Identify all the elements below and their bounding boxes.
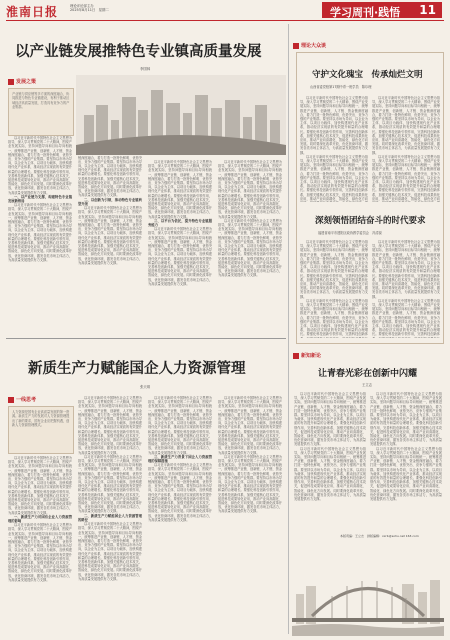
article1-column-2: 链深度融合，着力打造一批特色鲜明、优势突出、竞争力强的产业集群。要坚持以市场为导向，以企业为主体，以项目为载体，加快构建现代化产业体系，推动经济实现质的有效提升和量的合理增长。要强化科技创新引领作用，完善科技创新体系，加强关键核心技术攻关，促进科技成果转化应用，推动产业向高端化、智能化、绿色化方向发展。同时要深化改革开放，优化营商环境，激发各类市场主体活力，为高质量发展提供有力支撑。 二、以创新为引领，推动特色专业镇转型升级 以习近平新时代中国特色社会主义思想为指导，深入学习贯彻党的二十大精神，围绕产业发展实际，坚持问题导向和目标导向相统一，统筹推进产业链、创新链、人才链、资金链深度融合，着力打造一批特色鲜明、优势突出、竞争力强的产业集群。要坚持以市场为导向，以企业为主体，以项目为载体，加快构建现代化产业体系，推动经济实现质的有效提升和量的合理增长。要强化科技创新引领作用，完善科技创新体系，加强关键核心技术攻关，促进科技成果转化应用，推动产业向高端化、智能化、绿色化方向发展。同时要深化改革开放，优化营商环境，激发各类市场主体活力，为高质量发展提供有力支撑。 xyxy=(78,155,142,265)
sidebar-title-2: 深刻领悟团结奋斗的时代要求 xyxy=(315,216,426,226)
article1-column-4: 以习近平新时代中国特色社会主义思想为指导，深入学习贯彻党的二十大精神，围绕产业发展实际，坚持问题导向和目标导向相统一，统筹推进产业链、创新链、人才链、资金链深度融合，着力打造一批特色鲜明、优势突出、竞争力强的产业集群。要坚持以市场为导向，以企业为主体，以项目为载体，加快构建现代化产业体系，推动经济实现质的有效提升和量的合理增长。要强化科技创新引领作用，完善科技创新体系，加强关键核心技术攻关，促进科技成果转化应用，推动产业向高端化、智能化、绿色化方向发展。同时要深化改革开放，优化营商环境，激发各类市场主体活力，为高质量发展提供有力支撑。 以习近平新时代中国特色社会主义思想为指导，深入学习贯彻党的二十大精神，围绕产业发展实际，坚持问题导向和目标导向相统一，统筹推进产业链、创新链、人才链、资金链深度融合，着力打造一批特色鲜明、优势突出、竞争力强的产业集群。要坚持以市场为导向，以企业为主体，以项目为载体，加快构建现代化产业体系，推动经济实现质的有效提升和量的合理增长。要强化科技创新引领作用，完善科技创新体系，加强关键核心技术攻关，促进科技成果转化应用，推动产业向高端化、智能化、绿色化方向发展。同时要深化改革开放，优化营商环境，激发各类市场主体活力，为高质量发展提供有力支撑。 xyxy=(218,160,282,278)
sidebar-column-4: 以习近平新时代中国特色社会主义思想为指导，深入学习贯彻党的二十大精神，围绕产业发展实际，坚持问题导向和目标导向相统一，统筹推进产业链、创新链、人才链、资金链深度融合，着力打造一批特色鲜明、优势突出、竞争力强的产业集群。要坚持以市场为导向，以企业为主体，以项目为载体，加快构建现代化产业体系，推动经济实现质的有效提升和量的合理增长。要强化科技创新引领作用，完善科技创新体系，加强关键核心技术攻关，促进科技成果转化应用，推动产业向高端化、智能化、绿色化方向发展。同时要深化改革开放，优化营商环境，激发各类市场主体活力，为高质量发展提供有力支撑。 以习近平新时代中国特色社会主义思想为指导，深入学习贯彻党的二十大精神，围绕产业发展实际，坚持问题导向和目标导向相统一，统筹推进产业链、创新链、人才链、资金链深度融合，着力打造一批特色鲜明、优势突出、竞争力强的产业集群。要坚持以市场为导向，以企业为主体，以项目为载体，加快构建现代化产业体系，推动经济实现质的有效提升和量的合理增长。要强化科技创新引领作用，完善科技创新体 xyxy=(372,240,440,337)
bridge-illustration xyxy=(292,556,444,636)
sidebar2-column-1: 以习近平新时代中国特色社会主义思想为指导，深入学习贯彻党的二十大精神，围绕产业发展实际，坚持问题导向和目标导向相统一，统筹推进产业链、创新链、人才链、资金链深度融合，着力打造一批特色鲜明、优势突出、竞争力强的产业集群。要坚持以市场为导向，以企业为主体，以项目为载体，加快构建现代化产业体系，推动经济实现质的有效提升和量的合理增长。要强化科技创新引领作用，完善科技创新体系，加强关键核心技术攻关，促进科技成果转化应用，推动产业向高端化、智能化、绿色化方向发展。同时要深化改革开放，优化营商环境，激发各类市场主体活力，为高质量发展提供有力支撑。 以习近平新时代中国特色社会主义思想为指导，深入学习贯彻党的二十大精神，围绕产业发展实际，坚持问题导向和目标导向相统一，统筹推进产业链、创新链、人才链、资金链深度融合，着力打造一批特色鲜明、优势突出、竞争力强的产业集群。要坚持以市场为导向，以企业为主体，以项目为载体，加快构建现代化产业体系，推动经济实现质的有效提升和量的合理增长。要强化科技创新引领作用，完善科技创新体系，加强关键核心技术攻关，促进科技成果转化应用，推动产业向高端化、智能化、绿色化方向发展。同时要深化改革开放，优化营商环境，激发各类市场主体活力，为高质量发展提供有力支撑。 xyxy=(294,392,366,502)
article1-tag xyxy=(8,78,36,85)
sidebar-title: 守护文化瑰宝 传承灿烂文明 xyxy=(312,70,423,80)
article2-title: 新质生产力赋能国企人力资源管理 xyxy=(28,360,246,377)
sidebar-divider xyxy=(288,24,289,634)
section-divider xyxy=(6,338,286,339)
article2-column-2: 以习近平新时代中国特色社会主义思想为指导，深入学习贯彻党的二十大精神，围绕产业发展实际，坚持问题导向和目标导向相统一，统筹推进产业链、创新链、人才链、资金链深度融合，着力打造一批特色鲜明、优势突出、竞争力强的产业集群。要坚持以市场为导向，以企业为主体，以项目为载体，加快构建现代化产业体系，推动经济实现质的有效提升和量的合理增长。要强化科技创新引领作用，完善科技创新体系，加强关键核心技术攻关，促进科技成果转化应用，推动产业向高端化、智能化、绿色化方向发展。同时要深化改革开放，优化营商环境，激发各类市场主体活力，为高质量发展提供有力支撑。 以习近平新时代中国特色社会主义思想为指导，深入学习贯彻党的二十大精神，围绕产业发展实际，坚持问题导向和目标导向相统一，统筹推进产业链、创新链、人才链、资金链深度融合，着力打造一批特色鲜明、优势突出、竞争力强的产业集群。要坚持以市场为导向，以企业为主体，以项目为载体，加快构建现代化产业体系，推动经济实现质的有效提升和量的合理增长。要强化科技创新引领作用，完善科技创新体系，加强关键核心技术攻关，促进科技成果转化应用，推动产业向高端化、智能化、绿色化方向发展。同时要深化改革开放，优化营商环境，激发各类市场主体活力，为高质量发展提供有力支撑。 二、新质生产力赋能国企人力资源管理的路径 以习近平新时代中国特色社会主义思想为指导，深入学习贯彻党的二十大精神，围绕产业发展实际，坚持问题导向和目标导向相统一，统筹推进产业链、创新链、人才链、资金链深度融合，着力打造一批特色鲜明、优势突出、竞争力强的产业集群。要坚持以市场为导向，以企业为主体，以项目为载体，加快构建现代化产业体系，推动经济实现质的有效提升和量的合理增长。要强化科技创新引领作用，完善科技创新体系，加强关键核心技术攻关，促进科技成果转化应用，推动产业向高端化、智能化、绿色化方向发展。同时要深化改革开放，优化营商环境，激发各类市场主体活力，为高质量发展提供有力支撑。 xyxy=(78,396,142,581)
footer-editor: 本版责编：王立志 排版编辑：xxrb@sohu.net 163.com xyxy=(340,534,419,538)
article2-author: 张天琪 xyxy=(140,385,151,389)
section-title: 学习周刊·践悟 xyxy=(330,6,401,19)
sidebar2-title: 让青春光彩在创新中闪耀 xyxy=(318,369,418,379)
city-skyline-illustration xyxy=(76,75,286,155)
sidebar-column-1: 以习近平新时代中国特色社会主义思想为指导，深入学习贯彻党的二十大精神，围绕产业发展实际，坚持问题导向和目标导向相统一，统筹推进产业链、创新链、人才链、资金链深度融合，着力打造一批特色鲜明、优势突出、竞争力强的产业集群。要坚持以市场为导向，以企业为主体，以项目为载体，加快构建现代化产业体系，推动经济实现质的有效提升和量的合理增长。要强化科技创新引领作用，完善科技创新体系，加强关键核心技术攻关，促进科技成果转化应用，推动产业向高端化、智能化、绿色化方向发展。同时要深化改革开放，优化营商环境，激发各类市场主体活力，为高质量发展提供有力支撑。 以习近平新时代中国特色社会主义思想为指导，深入学习贯彻党的二十大精神，围绕产业发展实际，坚持问题导向和目标导向相统一，统筹推进产业链、创新链、人才链、资金链深度融合，着力打造一批特色鲜明、优势突出、竞争力强的产业集群。要坚持以市场为导向，以企业为主体，以项目为载体，加快构建现代化产业体系，推动经济实现质的有效提升和量的合理增长。要强化科技创新引领作用，完善科技创新体系，加强关键核心技术攻关，促进科技成果转化应用，推动产业向高端化、智能化、绿色化方向 xyxy=(300,96,368,201)
pubinfo-line1: 理论评论部主办 xyxy=(70,4,94,8)
sidebar-tag xyxy=(293,42,326,49)
tag-square-icon xyxy=(293,353,299,359)
article1-column-3: 以习近平新时代中国特色社会主义思想为指导，深入学习贯彻党的二十大精神，围绕产业发展实际，坚持问题导向和目标导向相统一，统筹推进产业链、创新链、人才链、资金链深度融合，着力打造一批特色鲜明、优势突出、竞争力强的产业集群。要坚持以市场为导向，以企业为主体，以项目为载体，加快构建现代化产业体系，推动经济实现质的有效提升和量的合理增长。要强化科技创新引领作用，完善科技创新体系，加强关键核心技术攻关，促进科技成果转化应用，推动产业向高端化、智能化、绿色化方向发展。同时要深化改革开放，优化营商环境，激发各类市场主体活力，为高质量发展提供有力支撑。 三、以平台为依托，提升特色专业镇服务能力 以习近平新时代中国特色社会主义思想为指导，深入学习贯彻党的二十大精神，围绕产业发展实际，坚持问题导向和目标导向相统一，统筹推进产业链、创新链、人才链、资金链深度融合，着力打造一批特色鲜明、优势突出、竞争力强的产业集群。要坚持以市场为导向，以企业为主体，以项目为载体，加快构建现代化产业体系，推动经济实现质的有效提升和量的合理增长。要强化科技创新引领作用，完善科技创新体系，加强关键核心技术攻关，促进科技成果转化应用，推动产业向高端化、智能化、绿色化方向发展。同时要深化改革开放，优化营商环境，激发各类市场主体活力，为高质量发展提供有力支撑。 xyxy=(148,160,212,286)
sidebar2-column-2: 以习近平新时代中国特色社会主义思想为指导，深入学习贯彻党的二十大精神，围绕产业发展实际，坚持问题导向和目标导向相统一，统筹推进产业链、创新链、人才链、资金链深度融合，着力打造一批特色鲜明、优势突出、竞争力强的产业集群。要坚持以市场为导向，以企业为主体，以项目为载体，加快构建现代化产业体系，推动经济实现质的有效提升和量的合理增长。要强化科技创新引领作用，完善科技创新体系，加强关键核心技术攻关，促进科技成果转化应用，推动产业向高端化、智能化、绿色化方向发展。同时要深化改革开放，优化营商环境，激发各类市场主体活力，为高质量发展提供有力支撑。 以习近平新时代中国特色社会主义思想为指导，深入学习贯彻党的二十大精神，围绕产业发展实际，坚持问题导向和目标导向相统一，统筹推进产业链、创新链、人才链、资金链深度融合，着力打造一批特色鲜明、优势突出、竞争力强的产业集群。要坚持以市场为导向，以企业为主体，以项目为载体，加快构建现代化产业体系，推动经济实现质的有效提升和量的合理增长。要强化科技创新引领作用，完善科技创新体系，加强关键核心技术攻关，促进科技成果转化应用，推动产业向高端化、智能化、绿色化方向发展。同时要深化改革开放，优化营商环境，激发各类市场主体活力，为高质量发展提供有力支撑。 xyxy=(370,392,442,502)
article1-title: 以产业链发展推特色专业镇高质量发展 xyxy=(15,43,262,60)
article2-tag-label: 一线思考 xyxy=(16,397,37,403)
section-banner xyxy=(322,2,442,18)
article2-column-3: 以习近平新时代中国特色社会主义思想为指导，深入学习贯彻党的二十大精神，围绕产业发展实际，坚持问题导向和目标导向相统一，统筹推进产业链、创新链、人才链、资金链深度融合，着力打造一批特色鲜明、优势突出、竞争力强的产业集群。要坚持以市场为导向，以企业为主体，以项目为载体，加快构建现代化产业体系，推动经济实现质的有效提升和量的合理增长。要强化科技创新引领作用，完善科技创新体系，加强关键核心技术攻关，促进科技成果转化应用，推动产业向高端化、智能化、绿色化方向发展。同时要深化改革开放，优化营商环境，激发各类市场主体活力，为高质量发展提供有力支撑。 三、新质生产力背景下国企人力资源管理的保障措施 以习近平新时代中国特色社会主义思想为指导，深入学习贯彻党的二十大精神，围绕产业发展实际，坚持问题导向和目标导向相统一，统筹推进产业链、创新链、人才链、资金链深度融合，着力打造一批特色鲜明、优势突出、竞争力强的产业集群。要坚持以市场为导向，以企业为主体，以项目为载体，加快构建现代化产业体系，推动经济实现质的有效提升和量的合理增长。要强化科技创新引领作用，完善科技创新体系，加强关键核心技术攻关，促进科技成果转化应用，推动产业向高端化、智能化、绿色化方向发展。同时要深化改革开放，优化营商环境，激发各类市场主体活力，为高质量发展提供有力支撑。 xyxy=(148,396,212,522)
publication-info xyxy=(70,4,109,13)
article1-column-1: 以习近平新时代中国特色社会主义思想为指导，深入学习贯彻党的二十大精神，围绕产业发展实际，坚持问题导向和目标导向相统一，统筹推进产业链、创新链、人才链、资金链深度融合，着力打造一批特色鲜明、优势突出、竞争力强的产业集群。要坚持以市场为导向，以企业为主体，以项目为载体，加快构建现代化产业体系，推动经济实现质的有效提升和量的合理增长。要强化科技创新引领作用，完善科技创新体系，加强关键核心技术攻关，促进科技成果转化应用，推动产业向高端化、智能化、绿色化方向发展。同时要深化改革开放，优化营商环境，激发各类市场主体活力，为高质量发展提供有力支撑。 一、以产业链为支撑，构建特色专业镇发展新格局 以习近平新时代中国特色社会主义思想为指导，深入学习贯彻党的二十大精神，围绕产业发展实际，坚持问题导向和目标导向相统一，统筹推进产业链、创新链、人才链、资金链深度融合，着力打造一批特色鲜明、优势突出、竞争力强的产业集群。要坚持以市场为导向，以企业为主体，以项目为载体，加快构建现代化产业体系，推动经济实现质的有效提升和量的合理增长。要强化科技创新引领作用，完善科技创新体系，加强关键核心技术攻关，促进科技成果转化应用，推动产业向高端化、智能化、绿色化方向发展。同时要深化改革开放，优化营商环境，激发各类市场主体活力，为高质量发展提供有力支撑。 xyxy=(8,136,72,262)
page-number: 11 xyxy=(419,3,436,17)
tag-square-icon xyxy=(8,79,14,85)
header-rule xyxy=(6,20,444,21)
pubinfo-line2: 2025年8月11日 星期二 xyxy=(70,8,109,13)
sidebar2-tag xyxy=(293,352,321,359)
sidebar-byline-2: 福建省南平市建阳区政协教学委员会 冯清禄 xyxy=(318,231,382,235)
sidebar2-author: 王立志 xyxy=(362,383,373,387)
sidebar-byline: 山西省委党校第17期中青一班学员 陈尔理 xyxy=(310,85,372,89)
sidebar-tag-label: 理论大众谈 xyxy=(301,43,327,49)
tag-square-icon xyxy=(293,43,299,49)
article2-column-1: 以习近平新时代中国特色社会主义思想为指导，深入学习贯彻党的二十大精神，围绕产业发展实际，坚持问题导向和目标导向相统一，统筹推进产业链、创新链、人才链、资金链深度融合，着力打造一批特色鲜明、优势突出、竞争力强的产业集群。要坚持以市场为导向，以企业为主体，以项目为载体，加快构建现代化产业体系，推动经济实现质的有效提升和量的合理增长。要强化科技创新引领作用，完善科技创新体系，加强关键核心技术攻关，促进科技成果转化应用，推动产业向高端化、智能化、绿色化方向发展。同时要深化改革开放，优化营商环境，激发各类市场主体活力，为高质量发展提供有力支撑。 一、新质生产力对国有企业人力资源管理的影响 以习近平新时代中国特色社会主义思想为指导，深入学习贯彻党的二十大精神，围绕产业发展实际，坚持问题导向和目标导向相统一，统筹推进产业链、创新链、人才链、资金链深度融合，着力打造一批特色鲜明、优势突出、竞争力强的产业集群。要坚持以市场为导向，以企业为主体，以项目为载体，加快构建现代化产业体系，推动经济实现质的有效提升和量的合理增长。要强化科技创新引领作用，完善科技创新体系，加强关键核心技术攻关，促进科技成果转化应用，推动产业向高端化、智能化、绿色化方向发展。同时要深化改革开放，优化营商环境，激发各类市场主体活力，为高质量发展提供有力支撑。 xyxy=(8,456,72,582)
article2-abstract: 人力资源是国有企业高质量发展的第一资源。新质生产力的发展对人力资源管理提出了新的要求，国有企业应把握机遇，创新人力资源管理模式。 xyxy=(8,406,74,454)
article1-author: 李国林 xyxy=(140,67,151,71)
sidebar2-tag-label: 新知新论 xyxy=(301,353,322,359)
article1-abstract: 产业链与供应链等多方面的深度融合，协同推进与特色专业镇建设，有利于推动区域经济高质量发展，打造具有竞争力的产业集群。 xyxy=(8,88,74,136)
tag-square-icon xyxy=(8,397,14,403)
sidebar-column-2: 以习近平新时代中国特色社会主义思想为指导，深入学习贯彻党的二十大精神，围绕产业发展实际，坚持问题导向和目标导向相统一，统筹推进产业链、创新链、人才链、资金链深度融合，着力打造一批特色鲜明、优势突出、竞争力强的产业集群。要坚持以市场为导向，以企业为主体，以项目为载体，加快构建现代化产业体系，推动经济实现质的有效提升和量的合理增长。要强化科技创新引领作用，完善科技创新体系，加强关键核心技术攻关，促进科技成果转化应用，推动产业向高端化、智能化、绿色化方向发展。同时要深化改革开放，优化营商环境，激发各类市场主体活力，为高质量发展提供有力支撑。 以习近平新时代中国特色社会主义思想为指导，深入学习贯彻党的二十大精神，围绕产业发展实际，坚持问题导向和目标导向相统一，统筹推进产业链、创新链、人才链、资金链深度融合，着力打造一批特色鲜明、优势突出、竞争力强的产业集群。要坚持以市场为导向，以企业为主体，以项目为载体，加快构建现代化产业体系，推动经济实现质的有效提升和量的合理增长。要强化科技创新引领作用，完善科技创新体系，加强关键核心技术攻关，促进科技成果转化应用，推动产业向高端化、智能化、绿色化方向 xyxy=(372,96,440,201)
masthead: 淮南日报 xyxy=(6,5,59,19)
article1-tag-label: 发展之策 xyxy=(16,79,37,85)
article2-column-4: 以习近平新时代中国特色社会主义思想为指导，深入学习贯彻党的二十大精神，围绕产业发展实际，坚持问题导向和目标导向相统一，统筹推进产业链、创新链、人才链、资金链深度融合，着力打造一批特色鲜明、优势突出、竞争力强的产业集群。要坚持以市场为导向，以企业为主体，以项目为载体，加快构建现代化产业体系，推动经济实现质的有效提升和量的合理增长。要强化科技创新引领作用，完善科技创新体系，加强关键核心技术攻关，促进科技成果转化应用，推动产业向高端化、智能化、绿色化方向发展。同时要深化改革开放，优化营商环境，激发各类市场主体活力，为高质量发展提供有力支撑。 以习近平新时代中国特色社会主义思想为指导，深入学习贯彻党的二十大精神，围绕产业发展实际，坚持问题导向和目标导向相统一，统筹推进产业链、创新链、人才链、资金链深度融合，着力打造一批特色鲜明、优势突出、竞争力强的产业集群。要坚持以市场为导向，以企业为主体，以项目为载体，加快构建现代化产业体系，推动经济实现质的有效提升和量的合理增长。要强化科技创新引领作用，完善科技创新体系，加强关键核心技术攻关，促进科技成果转化应用，推动产业向高端化、智能化、绿色化方向发展。同时要深化改革开放，优化营商环境，激发各类市场主体活力，为高质量发展提供有力支撑。 xyxy=(218,396,282,514)
article2-tag xyxy=(8,396,36,403)
sidebar-column-3: 以习近平新时代中国特色社会主义思想为指导，深入学习贯彻党的二十大精神，围绕产业发展实际，坚持问题导向和目标导向相统一，统筹推进产业链、创新链、人才链、资金链深度融合，着力打造一批特色鲜明、优势突出、竞争力强的产业集群。要坚持以市场为导向，以企业为主体，以项目为载体，加快构建现代化产业体系，推动经济实现质的有效提升和量的合理增长。要强化科技创新引领作用，完善科技创新体系，加强关键核心技术攻关，促进科技成果转化应用，推动产业向高端化、智能化、绿色化方向发展。同时要深化改革开放，优化营商环境，激发各类市场主体活力，为高质量发展提供有力支撑。 以习近平新时代中国特色社会主义思想为指导，深入学习贯彻党的二十大精神，围绕产业发展实际，坚持问题导向和目标导向相统一，统筹推进产业链、创新链、人才链、资金链深度融合，着力打造一批特色鲜明、优势突出、竞争力强的产业集群。要坚持以市场为导向，以企业为主体，以项目为载体，加快构建现代化产业体系，推动经济实现质的有效提升和量的合理增长。要强化科技创新引领作用，完善科技创新体 xyxy=(300,240,368,337)
